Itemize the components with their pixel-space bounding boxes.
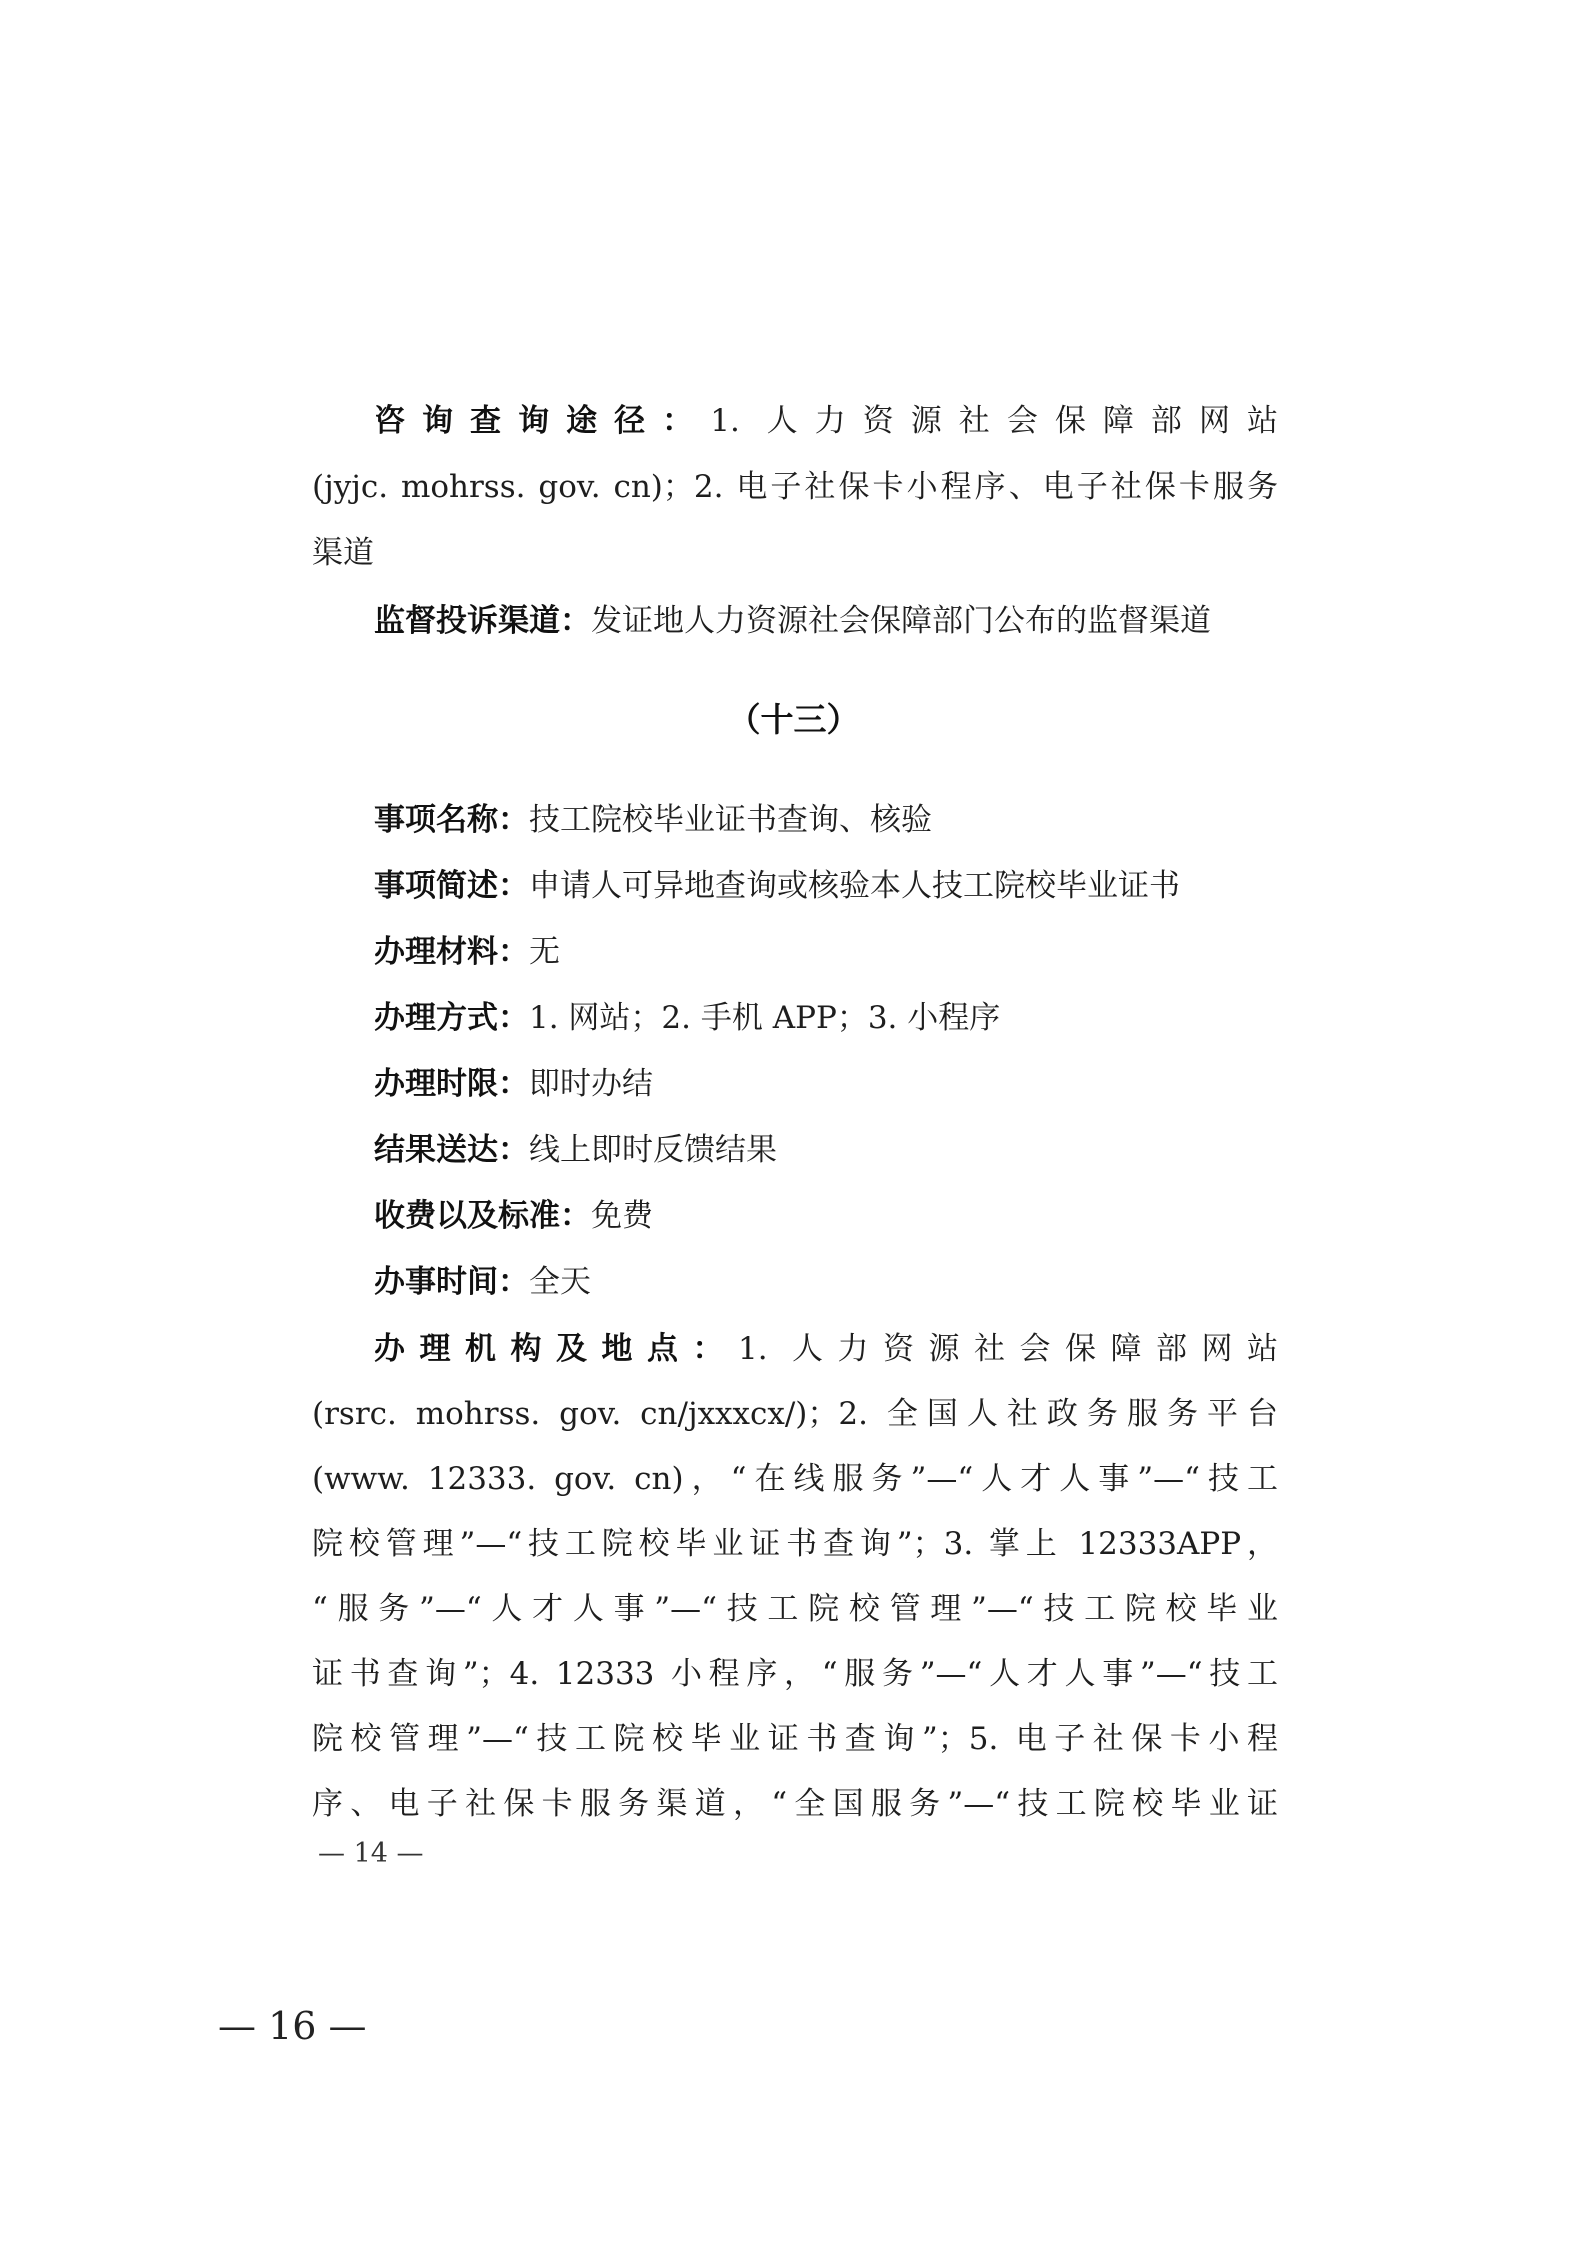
outer-page-number: — 16 — [218,2004,367,2048]
item-label: 事项简述： [374,868,529,904]
item-value: 申请人可异地查询或核验本人技工院校毕业证书 [529,868,1180,904]
item-label: 收费以及标准： [374,1198,591,1234]
consult-channels-line-1 [374,396,1278,446]
consult-channels-text-1: 1. 人力资源社会保障部网站 [710,403,1278,439]
item-method-line [374,993,1278,1043]
item-label: 办理时限： [374,1066,529,1102]
consult-channels-line-2: (jyjc. mohrss. gov. cn)；2. 电子社保卡小程序、电子社保卡服务 [312,469,1278,505]
location-line-6: 证书查询”；4. 12333 小程序，“服务”—“人才人事”—“技工 [312,1656,1278,1692]
location-line-1 [374,1324,1278,1374]
item-materials-line [374,927,1278,977]
location-line-8: 序、电子社保卡服务渠道，“全国服务”—“技工院校毕业证 [312,1786,1278,1822]
item-label: 事项名称： [374,802,529,838]
item-label: 办理方式： [374,1000,529,1036]
item-result-delivery-line [374,1125,1278,1175]
item-value: 免费 [591,1198,653,1234]
item-label: 办理材料： [374,934,529,970]
item-value: 无 [529,934,560,970]
item-value: 即时办结 [529,1066,653,1102]
item-value: 1. 网站；2. 手机 APP；3. 小程序 [529,1000,1001,1036]
inner-page-number: — 14 — [318,1838,424,1869]
section-heading: （十三） [727,700,860,739]
location-line-5: “服务”—“人才人事”—“技工院校管理”—“技工院校毕业 [312,1591,1278,1627]
item-label: 结果送达： [374,1132,529,1168]
location-line-2: (rsrc. mohrss. gov. cn/jxxxcx/)；2. 全国人社政务服务平台 [312,1396,1278,1432]
consult-channels-label: 咨询查询途径： [374,403,711,439]
consult-channels-line-3: 渠道 [312,535,374,571]
supervision-complaint-line [374,596,1278,646]
item-value: 技工院校毕业证书查询、核验 [529,802,932,838]
item-label: 办事时间： [374,1264,529,1300]
item-summary-line [374,861,1278,911]
location-line-4: 院校管理”—“技工院校毕业证书查询”；3. 掌上 12333APP， [312,1526,1278,1562]
supervision-complaint-label: 监督投诉渠道： [374,603,591,639]
item-office-hours-line [374,1257,1278,1307]
location-line-3: (www. 12333. gov. cn)，“在线服务”—“人才人事”—“技工 [312,1461,1278,1497]
supervision-complaint-text: 发证地人力资源社会保障部门公布的监督渠道 [591,603,1211,639]
location-text-1: 1. 人力资源社会保障部网站 [738,1331,1278,1367]
item-time-limit-line [374,1059,1278,1109]
item-value: 线上即时反馈结果 [529,1132,777,1168]
item-fee-line [374,1191,1278,1241]
location-line-7: 院校管理”—“技工院校毕业证书查询”；5. 电子社保卡小程 [312,1721,1278,1757]
location-label: 办理机构及地点： [374,1331,739,1367]
item-value: 全天 [529,1264,591,1300]
item-name-line [374,795,1278,845]
